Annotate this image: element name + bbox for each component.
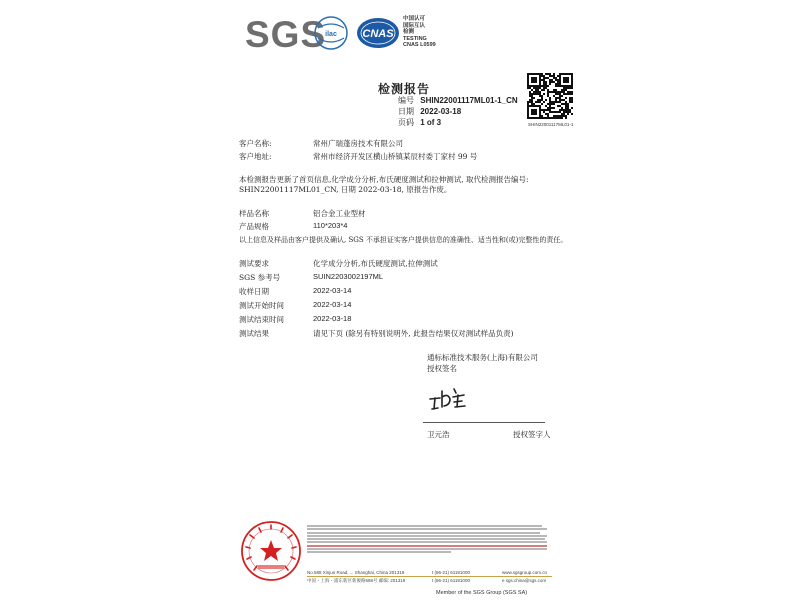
test-row-value: 2022-03-14 (313, 300, 352, 309)
sgs-logo: SGS (245, 14, 327, 55)
cnas-line: 检测 (403, 29, 415, 35)
sample-disclaimer: 以上信息及样品由客户提供及确认, SGS 不承担证实客户提供信息的准确性、适当性和(或)完整性的责任。 (239, 236, 568, 244)
report-number-value: SHIN22001117ML01-1_CN (420, 96, 518, 105)
revision-notice-line2: SHIN22001117ML01_CN, 日期 2022-03-18, 原报告作废。 (239, 185, 452, 194)
sample-name-value: 铝合金工业型材 (313, 209, 366, 218)
footer-accent-line (307, 576, 552, 577)
footer-phone-1: t (86-21) 61191000 (432, 570, 470, 575)
sample-spec-label: 产品规格 (239, 222, 269, 231)
test-row-label: 测试开始时间 (239, 301, 284, 310)
footer-website: www.sgsgroup.com.cn (502, 570, 548, 575)
report-page-value: 1 of 3 (420, 118, 442, 127)
authorized-signature-label: 授权签名 (427, 364, 457, 373)
report-number (398, 95, 518, 106)
red-seal-stamp (240, 520, 302, 586)
ilac-mra-logo (312, 16, 350, 54)
footer-phone-2: t (86-21) 61191000 (432, 578, 470, 583)
report-page-number (398, 117, 441, 128)
test-row-value: 2022-03-14 (313, 286, 352, 295)
client-address-value: 常州市经济开发区横山桥镇某辰村委丁家村 99 号 (313, 152, 478, 161)
signer-name: 卫元浩 (427, 430, 450, 439)
report-title: 检测报告 (378, 82, 431, 96)
cnas-line: 国际互认 (403, 22, 426, 29)
report-number-label: 编号 (398, 96, 414, 105)
revision-notice-line1: 本检测报告更新了首页信息,化学成分分析,布氏硬度测试和拉伸测试, 取代检测报告编号: (239, 175, 529, 184)
handwritten-signature-image (428, 385, 472, 415)
footer-address-cn: 中国・上海・浦东新区新俊路588号 邮编: 201319 (307, 578, 406, 583)
signer-title: 授权签字人 (513, 430, 551, 439)
cnas-accreditation-text (403, 16, 436, 49)
signature-line (423, 422, 545, 423)
footer-address-en: No.588 Xinjun Road, ... Shanghai, China 201319 (307, 570, 405, 575)
sample-name-label: 样品名称 (239, 209, 269, 218)
sample-spec-value: 110*203*4 (313, 221, 348, 230)
test-row-value: 请见下页 (除另有特别说明外, 此报告结果仅对测试样品负责) (313, 329, 514, 338)
report-date-value: 2022-03-18 (420, 107, 462, 116)
test-row-value: SUIN2203002197ML (313, 272, 384, 281)
footer-email: e sgs.china@sgs.com (502, 578, 547, 583)
qr-code-image (527, 73, 573, 123)
cnas-line: CNAS L0599 (403, 42, 436, 48)
qr-caption: SHIN22001117ML01-1 (528, 122, 574, 127)
cnas-line: 中国认可 (403, 16, 426, 22)
client-name-value: 常州广瑞蓬房技术有限公司 (313, 139, 403, 148)
signing-company: 通标标准技术服务(上海)有限公司 (427, 353, 538, 362)
report-page-label: 页码 (398, 118, 414, 127)
test-row-value: 2022-03-18 (313, 314, 352, 323)
client-name-label: 客户名称: (239, 139, 272, 148)
svg-text:ilac: ilac (325, 31, 337, 38)
test-row-label: 测试要求 (239, 259, 269, 268)
sgs-member-note: Member of the SGS Group (SGS SA) (436, 590, 528, 596)
test-row-value: 化学成分分析,布氏硬度测试,拉伸测试 (313, 259, 438, 268)
cnas-logo (356, 16, 400, 54)
test-row-label: 测试结束时间 (239, 315, 284, 324)
cnas-line: TESTING (403, 35, 427, 42)
report-date (398, 106, 461, 117)
svg-text:CNAS: CNAS (362, 28, 394, 40)
client-address-label: 客户地址: (239, 152, 272, 161)
test-row-label: 收样日期 (239, 287, 269, 296)
test-row-label: 测试结果 (239, 329, 269, 338)
test-row-label: SGS 参考号 (239, 273, 281, 282)
terms-fine-print (307, 525, 547, 555)
report-date-label: 日期 (398, 107, 414, 116)
